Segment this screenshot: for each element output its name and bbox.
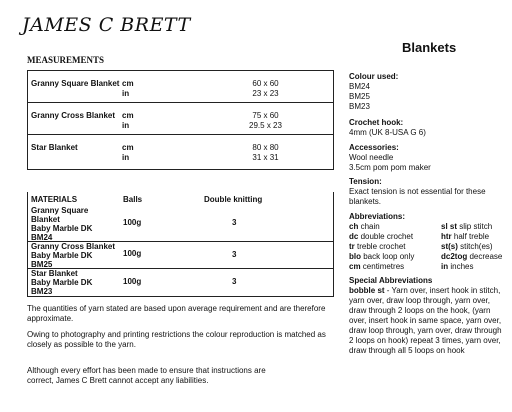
measurements-heading: MEASUREMENTS — [27, 55, 105, 65]
materials-col-label: MATERIALS — [31, 195, 78, 204]
accessory-item: 3.5cm pom pom maker — [349, 163, 431, 172]
abbreviations-list — [349, 222, 509, 272]
material-line: BM25 — [31, 260, 53, 269]
unit-cm: cm — [122, 143, 134, 152]
material-line: Star Blanket — [31, 269, 78, 278]
abbreviation-item: ch chain — [349, 222, 380, 231]
accessories-section — [349, 143, 509, 173]
abbreviation-item: dc2tog decrease — [441, 252, 503, 261]
material-line: Baby Marble DK — [31, 224, 93, 233]
value-cm: 60 x 60 — [252, 79, 279, 88]
abbreviations-heading: Abbreviations: — [349, 212, 406, 221]
hook-value: 4mm (UK 8-USA G 6) — [349, 128, 426, 137]
abbreviation-item: blo back loop only — [349, 252, 415, 261]
table-row — [28, 71, 333, 103]
material-line: Baby Marble DK — [31, 278, 93, 287]
hook-heading: Crochet hook: — [349, 118, 404, 127]
value-cm: 75 x 60 — [252, 111, 279, 120]
photography-note: Owing to photography and printing restrictions the colour reproduction is matched as closely as possible to the yarn. — [27, 330, 326, 349]
material-line: Granny Square — [31, 206, 89, 215]
tension-heading: Tension: — [349, 177, 382, 186]
value-cm: 80 x 80 — [252, 143, 279, 152]
material-count: 3 — [232, 250, 237, 259]
value-in: 23 x 23 — [252, 89, 279, 98]
accessory-item: Wool needle — [349, 153, 394, 162]
colour-item: BM24 — [349, 82, 370, 91]
material-line: BM24 — [31, 233, 53, 242]
special-term: bobble st — [349, 286, 385, 295]
colour-section — [349, 72, 509, 112]
colour-item: BM25 — [349, 92, 370, 101]
knitting-col-label: Double knitting — [204, 195, 263, 204]
row-name: Granny Cross Blanket — [31, 111, 116, 120]
row-values — [198, 143, 333, 163]
abbreviations-section — [349, 212, 509, 272]
abbreviation-item: htr half treble — [441, 232, 490, 241]
unit-cm: cm — [122, 111, 134, 120]
table-row — [28, 241, 333, 269]
accessories-heading: Accessories: — [349, 143, 399, 152]
abbreviation-item: in inches — [441, 262, 474, 271]
materials-table — [27, 192, 334, 297]
value-in: 31 x 31 — [252, 153, 279, 162]
material-balls: 100g — [123, 218, 142, 227]
measurements-table — [27, 70, 334, 170]
unit-in: in — [122, 153, 130, 162]
quantities-note: The quantities of yarn stated are based upon average requirement and are therefore approximate. — [27, 304, 326, 323]
row-units — [122, 111, 134, 131]
colour-heading: Colour used: — [349, 72, 399, 81]
unit-in: in — [122, 121, 130, 130]
unit-cm: cm — [122, 79, 134, 88]
hook-section — [349, 118, 509, 138]
material-line: Blanket — [31, 215, 60, 224]
table-row — [28, 103, 333, 135]
row-units — [122, 143, 134, 163]
unit-in: in — [122, 89, 130, 98]
material-count: 3 — [232, 218, 237, 227]
material-line: Baby Marble DK — [31, 251, 93, 260]
abbreviation-item: tr treble crochet — [349, 242, 406, 251]
abbreviation-item: sl st slip stitch — [441, 222, 493, 231]
abbreviation-item: st(s) stitch(es) — [441, 242, 493, 251]
liability-note: Although every effort has been made to ensure that instructions are correct, James C Brett cannot accept any liabilities. — [27, 366, 266, 385]
material-balls: 100g — [123, 277, 142, 286]
table-row — [28, 205, 333, 242]
row-values — [198, 111, 333, 131]
brand-logo: JAMES C BRETT — [22, 14, 191, 36]
value-in: 29.5 x 23 — [249, 121, 282, 130]
tension-value: Exact tension is not essential for these blankets. — [349, 187, 486, 206]
row-values — [198, 79, 333, 99]
row-units — [122, 79, 134, 99]
balls-col-label: Balls — [123, 195, 143, 204]
special-heading: Special Abbreviations — [349, 276, 433, 285]
colour-item: BM23 — [349, 102, 370, 111]
tension-section — [349, 177, 499, 207]
material-line: BM23 — [31, 287, 53, 296]
table-row — [28, 135, 333, 169]
abbreviation-item: dc double crochet — [349, 232, 414, 241]
row-name: Granny Square Blanket — [31, 79, 120, 88]
material-count: 3 — [232, 277, 237, 286]
material-balls: 100g — [123, 249, 142, 258]
row-name: Star Blanket — [31, 143, 78, 152]
special-text: - Yarn over, insert hook in stitch, yarn over, draw loop through, yarn over, draw through 2 loops on the hook, (yarn over, insert hook in same space, yarn over, draw loop through, yarn over, draw through 2 loops on hook) repeat 3 times, yarn over, draw through all 5 loops on hook — [349, 286, 502, 355]
table-row — [28, 268, 333, 296]
special-abbreviations-section — [349, 276, 505, 356]
page-title: Blankets — [402, 40, 457, 55]
special-body — [349, 286, 505, 356]
material-line: Granny Cross Blanket — [31, 242, 116, 251]
abbreviation-item: cm centimetres — [349, 262, 405, 271]
